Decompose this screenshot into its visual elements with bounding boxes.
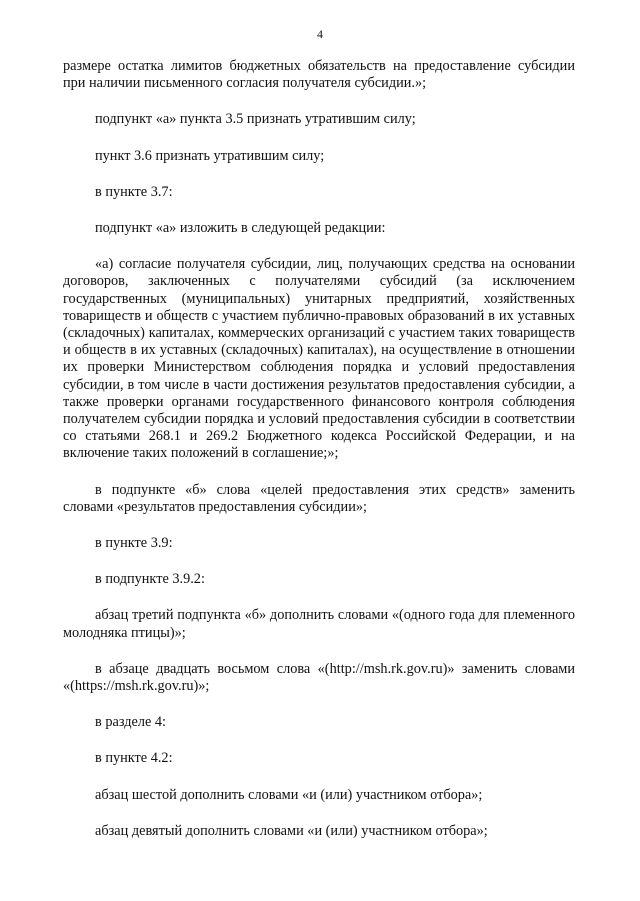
paragraph-subpoint-b: в подпункте «б» слова «целей предоставления этих средств» заменить словами «результатов предоставления субсидии»; — [63, 481, 575, 515]
paragraph-section-4: в разделе 4: — [95, 714, 167, 731]
paragraph-ninth-abzac: абзац девятый дополнить словами «и (или) участником отбора»; — [95, 822, 488, 839]
paragraph-subpoint-a: подпункт «а» изложить в следующей редакции: — [95, 220, 386, 237]
paragraph-third-abzac: абзац третий подпункта «б» дополнить словами «(одного года для племенного молодняка птицы)»; — [63, 607, 575, 641]
document-body — [63, 58, 575, 840]
paragraph-4-2: в пункте 4.2: — [95, 750, 173, 767]
page-number: 4 — [317, 27, 323, 41]
paragraph-continuation: размере остатка лимитов бюджетных обязательств на предоставление субсидии при наличии письменного согласия получателя субсидии.»; — [63, 58, 575, 92]
paragraph-3-9-2: в подпункте 3.9.2: — [95, 571, 205, 588]
paragraph-url-change: в абзаце двадцать восьмом слова «(http://msh.rk.gov.ru)» заменить словами «(https://msh.rk.gov.ru)»; — [63, 660, 575, 695]
paragraph-3-9: в пункте 3.9: — [95, 535, 173, 552]
paragraph-3-7: в пункте 3.7: — [95, 183, 173, 200]
paragraph-3-5: подпункт «а» пункта 3.5 признать утратившим силу; — [95, 111, 416, 128]
paragraph-3-6: пункт 3.6 признать утратившим силу; — [95, 147, 325, 164]
paragraph-sixth-abzac: абзац шестой дополнить словами «и (или) участником отбора»; — [95, 786, 483, 803]
paragraph-consent-text: «а) согласие получателя субсидии, лиц, получающих средства на основании договоров, заключенных с получателями субсидий (за исключением государственных (муниципальных) унитарных предприятий, хозяйственных товариществ и обществ с участием публично-правовых образований в их уставных (складочных) капиталах, коммерческих организаций с участием таких товариществ и обществ в их уставных (складочных) капиталах), на осуществление в отношении их проверки Министерством соблюдения порядка и условий предоставления субсидии, в том числе в части достижения результатов предоставления субсидии, а также проверки органами государственного финансового контроля соблюдения получателем субсидии порядка и условий предоставления субсидии в соответствии со статьями 268.1 и 269.2 Бюджетного кодекса Российской Федерации, и на включение таких положений в соглашение;»; — [63, 256, 575, 462]
